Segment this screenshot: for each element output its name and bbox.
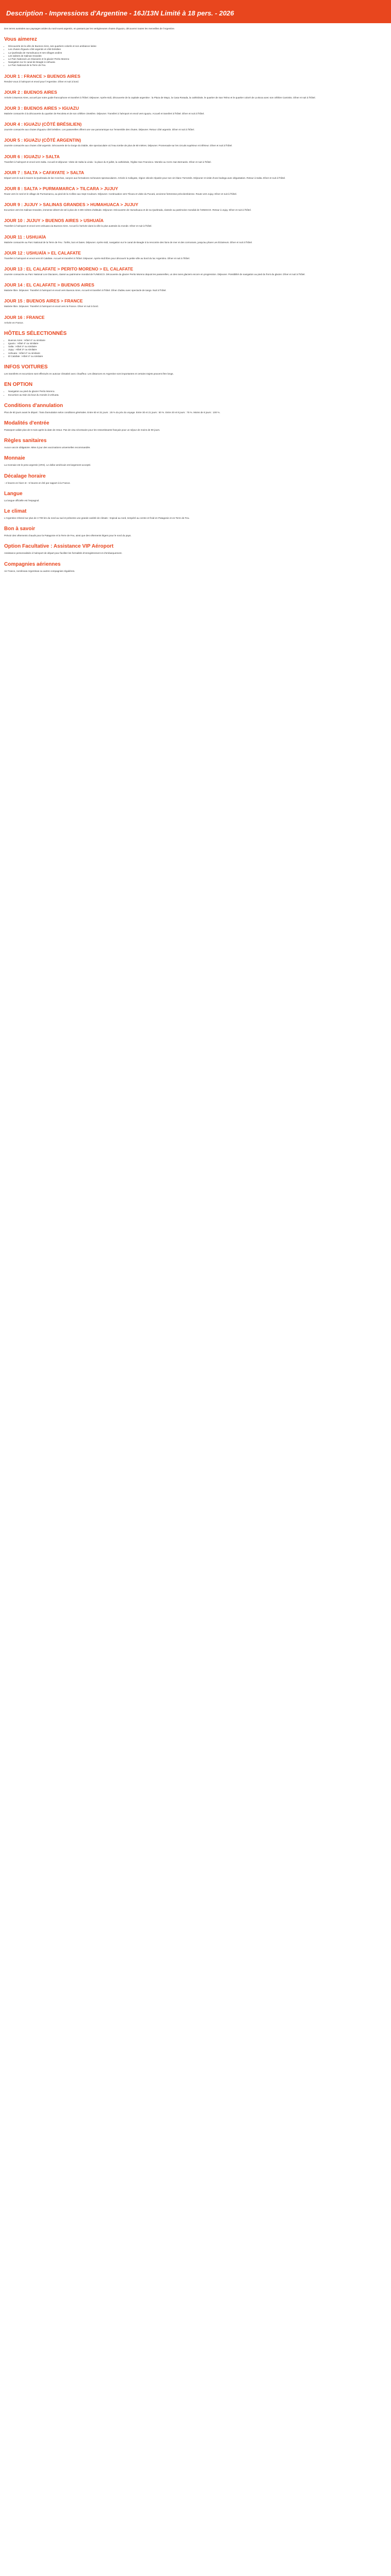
formalities-text: Passeport valide plus de 6 mois après la date de retour. Pas de visa nécessaire pour les ressortissants français pour un séjour de moins de 90 jours. [4,428,160,431]
day-title: JOUR 2 : BUENOS AIRES [4,89,57,95]
list-item: • Salta : Hôtel 4* ou similaire [8,345,387,348]
list-item: • La Quebrada de Humahuaca et ses villages andins [8,52,387,55]
list-item: • Excursion au train du bout du monde à Ushuaïa. [8,394,387,397]
day-title: JOUR 9 : JUJUY > SALINAS GRANDES > HUMAHUACA > JUJUY [4,202,139,208]
airlines-text: Air France, Aerolineas Argentinas ou autres compagnies régulières. [4,569,75,572]
page-title: Description - Impressions d'Argentine - 16J/13N Limité à 18 pers. - 2026 [6,9,234,17]
language-heading: Langue [4,490,23,497]
day-text: Transfert à l'aéroport et envol vers El Calafate. Accueil et transfert à l'hôtel. Déjeuner. Après-midi libre pour découvrir la petite ville au bord du lac Argentino. Dîner et nuit à l'hôtel. [4,257,190,260]
day-text: Départ vers le sud à travers la Quebrada de las Conchas, canyon aux formations rocheuses spectaculaires. Arrivée à Cafayate, région viticole réputée pour son vin blanc Torrontés. Déjeuner et visite d'une bodega avec dégustation. Retour à Salta. Dîner et nuit à l'hôtel. [4,176,286,179]
day-title: JOUR 16 : FRANCE [4,314,45,320]
highlights-list [4,45,387,67]
list-item: • Le Parc National de la Terre de Feu [8,64,387,67]
day-text: Matinée libre. Déjeuner. Transfert à l'aéroport et envol vers la France. Dîner et nuit à bord. [4,305,99,308]
currency-heading: Monnaie [4,455,25,462]
language-text: La langue officielle est l'espagnol. [4,499,40,502]
day-text: Transfert à l'aéroport et envol vers Salta. Accueil et déjeuner. Visite de Salta la Linda : la place du 9 juillet, la cathédrale, l'église San Francisco. Montée au Cerro San Bernardo. Dîner et nuit à l'hôtel. [4,160,211,163]
info-text: Les transferts et excursions sont effectués en autocar climatisé avec chauffeur. Les distances en Argentine sont importantes et certains trajets peuvent être longs. [4,372,174,376]
list-item: • Navigation au pied du glacier Perito Moreno. [8,390,387,393]
conditions-heading: Conditions d'annulation [4,402,63,409]
list-item: • Buenos Aires : Hôtel 4* ou similaire [8,339,387,342]
day-title: JOUR 4 : IGUAZU (CÔTÉ BRÉSILIEN) [4,122,82,127]
day-title: JOUR 8 : SALTA > PURMAMARCA > TILCARA > JUJUY [4,186,118,192]
day-title: JOUR 5 : IGUAZU (CÔTÉ ARGENTIN) [4,138,81,143]
options-heading: EN OPTION [4,382,33,388]
day-title: JOUR 13 : EL CALAFATE > PERITO MORENO > EL CALAFATE [4,266,133,272]
day-text: Arrivée en France. [4,321,24,324]
day-title: JOUR 3 : BUENOS AIRES > IGUAZU [4,106,79,111]
list-item: • Le Parc National Los Glaciares et le glacier Perito Moreno [8,58,387,61]
list-item: • Les chutes d'Iguazu côté argentin et côté brésilien [8,48,387,51]
airlines-heading: Compagnies aériennes [4,561,61,567]
footer-spacer [4,574,387,595]
day-text: Journée consacrée aux chutes d'Iguazu côté brésilien. Les passerelles offrent une vue panoramique sur l'ensemble des chutes. Déjeuner. Retour côté argentin. Dîner et nuit à l'hôtel. [4,128,194,131]
day-text: Matinée consacrée au Parc National de la Terre de Feu : forêts, lacs et baies. Déjeuner. Après-midi, navigation sur le canal de Beagle à la rencontre des lions de mer et des cormorans, jusqu'au phare Les Éclaireurs. Dîner et nuit à l'hôtel. [4,241,253,244]
goodtoknow-text: Prévoir des vêtements chauds pour la Patagonie et la Terre de Feu, ainsi que des vêtements légers pour le nord du pays. [4,534,132,537]
day-title: JOUR 7 : SALTA > CAFAYATE > SALTA [4,170,85,175]
currency-text: La monnaie est le peso argentin (ARS). Le dollar américain est largement accepté. [4,464,91,467]
content [0,23,391,595]
list-item: • Ushuaïa : Hôtel 4* ou similaire [8,352,387,355]
day-text: Matinée libre. Déjeuner. Transfert à l'aéroport et envol vers Buenos Aires. Accueil et transfert à l'hôtel. Dîner d'adieu avec spectacle de tango. Nuit à l'hôtel. [4,289,167,292]
hotels-heading: HÔTELS SÉLECTIONNÉS [4,330,67,336]
timezone-text: - 4 heures en hiver et - 5 heures en été par rapport à la France. [4,481,71,484]
list-item: • Découverte de la ville de Buenos Aires, ses quartiers colorés et son ambiance latine [8,45,387,48]
list-item: • Navigation sur le canal de Beagle à Ushuaïa [8,61,387,64]
conditions-text: Plus de 60 jours avant le départ : frais d'annulation selon conditions générales. Entre 60 et 31 jours : 25 % du prix du voyage. Entre 30 et 21 jours : 50 %. Entre 20 et 8 jours : 75 %. Moins de 8 jours : 100 %. [4,411,220,414]
day-text: Arrivée à Buenos Aires, accueil par notre guide francophone et transfert à l'hôtel. Déjeuner. Après-midi, découverte de la capitale argentine : la Plaza de Mayo, la Casa Rosada, la cathédrale, le quartier de San Telmo et le quartier coloré de La Boca avec son célèbre Caminito. Dîner et nuit à l'hôtel. [4,96,316,99]
goodtoknow-heading: Bon à savoir [4,526,36,532]
list-item: • Les salines de Salinas Grandes [8,55,387,58]
intro-text: Des terres australes aux paysages arides du nord-ouest argentin, en passant par les vertigineuses chutes d'Iguazu, découvrez toutes les merveilles de l'Argentine. [4,27,175,30]
day-title: JOUR 11 : USHUAÏA [4,234,46,240]
list-item: • Iguazu : Hôtel 4* ou similaire [8,342,387,345]
climate-text: L'Argentine s'étend sur plus de 3 700 km du nord au sud et présente une grande variété de climats : tropical au nord, tempéré au centre et froid en Patagonie et en Terre de Feu. [4,516,190,519]
health-heading: Règles sanitaires [4,438,47,444]
health-text: Aucun vaccin obligatoire. Mise à jour des vaccinations universelles recommandée. [4,446,91,449]
hotels-list [4,339,387,358]
day-title: JOUR 10 : JUJUY > BUENOS AIRES > USHUAÏA [4,218,104,224]
info-heading: INFOS VOITURES [4,364,48,370]
day-text: Excursion vers les Salinas Grandes, immense désert de sel à plus de 3 400 mètres d'altitude. Déjeuner. Découverte de Humahuaca et de sa Quebrada, classée au patrimoine mondial de l'UNESCO. Retour à Jujuy. Dîner et nuit à l'hôtel. [4,209,252,212]
formalities-heading: Modalités d'entrée [4,420,50,426]
day-title: JOUR 14 : EL CALAFATE > BUENOS AIRES [4,282,94,288]
timezone-heading: Décalage horaire [4,473,46,479]
list-item: • Jujuy : Hôtel 3* ou similaire [8,348,387,351]
day-title: JOUR 6 : IGUAZU > SALTA [4,154,60,159]
day-text: Journée consacrée aux chutes côté argentin. Découverte de la Gorge du Diable, site spectaculaire où l'eau tombe de plus de 80 mètres. Déjeuner. Promenade sur les circuits supérieur et inférieur. Dîner et nuit à l'hôtel. [4,144,233,147]
assistance-heading: Option Facultative : Assistance VIP Aéroport [4,544,113,550]
list-item: • El Calafate : Hôtel 4* ou similaire [8,355,387,358]
assistance-text: Assistance personnalisée à l'aéroport de départ pour faciliter les formalités d'enregistrement et d'embarquement. [4,552,122,555]
day-text: Journée consacrée au Parc National Los Glaciares, classé au patrimoine mondial de l'UNESCO. Découverte du glacier Perito Moreno depuis les passerelles, un des rares glaciers encore en progression. Déjeuner. Possibilité de navigation au pied du front du glacier. Dîner et nuit à l'hôtel. [4,273,305,276]
itinerary [4,74,387,325]
day-text: Transfert à l'aéroport et envol vers Ushuaïa via Buenos Aires. Accueil à l'arrivée dans la ville la plus australe du monde. Dîner et nuit à l'hôtel. [4,225,152,228]
climate-heading: Le climat [4,508,27,514]
day-title: JOUR 15 : BUENOS AIRES > FRANCE [4,298,83,304]
highlights-heading: Vous aimerez [4,37,37,43]
title-banner [0,0,391,23]
day-text: Matinée consacrée à la découverte du quartier de Recoleta et de son célèbre cimetière. Déjeuner. Transfert à l'aéroport et envol vers Iguazu. Accueil et transfert à l'hôtel. Dîner et nuit à l'hôtel. [4,112,205,115]
day-title: JOUR 12 : USHUAÏA > EL CALAFATE [4,250,81,256]
day-text: Rendez-vous à l'aéroport et envol pour l'Argentine. Dîner et nuit à bord. [4,80,79,83]
day-text: Route vers le nord et le village de Purmamarca, au pied de la Colline aux Sept Couleurs. Déjeuner. Continuation vers Tilcara et visite du Pucará, ancienne forteresse précolombienne. Route vers Jujuy. Dîner et nuit à l'hôtel. [4,193,237,196]
day-title: JOUR 1 : FRANCE > BUENOS AIRES [4,73,80,79]
options-list [4,390,387,396]
